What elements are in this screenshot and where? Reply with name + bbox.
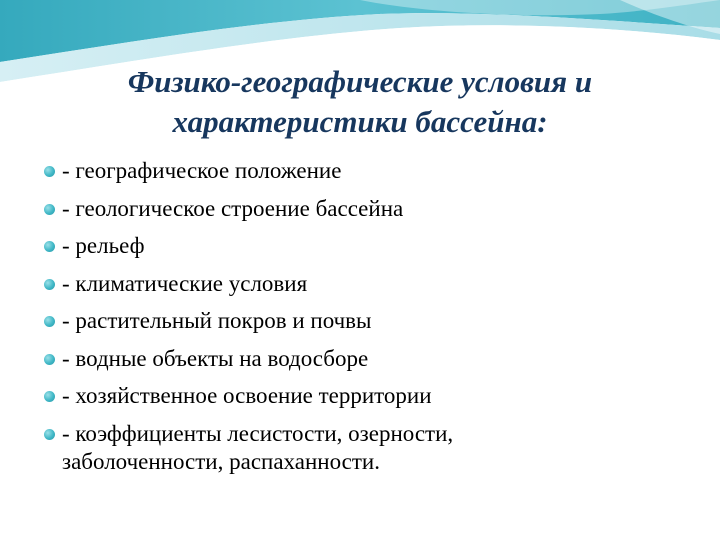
list-item [44,157,684,185]
list-item-text: - рельеф [62,233,145,258]
list-item [44,232,684,260]
list-item [44,345,684,373]
list-item-text-continuation: заболоченности, распаханности. [62,448,380,474]
list-item-text: - водные объекты на водосборе [62,345,369,371]
bullet-list [44,157,684,485]
bullet-dot-icon [44,429,55,440]
slide-title [60,62,660,142]
list-item [44,382,684,410]
list-item-text: - географическое положение [62,158,342,183]
list-item [44,270,684,298]
list-item-text: - хозяйственное освоение территории [62,383,432,408]
list-item-text: - растительный покров и почвы [62,308,372,333]
bullet-dot-icon [44,204,55,215]
list-item-text: - коэффициенты лесистости, озерности, [62,420,454,446]
bullet-dot-icon [44,316,55,327]
list-item [44,420,684,476]
slide-title-line-1: Физико-географические условия и [127,64,593,99]
bullet-dot-icon [44,279,55,290]
list-item [44,307,684,335]
bullet-dot-icon [44,391,55,402]
list-item-text: - климатические условия [62,270,308,296]
bullet-dot-icon [44,241,55,252]
bullet-dot-icon [44,354,55,365]
bullet-dot-icon [44,166,55,177]
list-item-text: - геологическое строение бассейна [62,195,404,221]
list-item [44,195,684,223]
slide-title-line-2: характеристики бассейна: [172,104,548,139]
